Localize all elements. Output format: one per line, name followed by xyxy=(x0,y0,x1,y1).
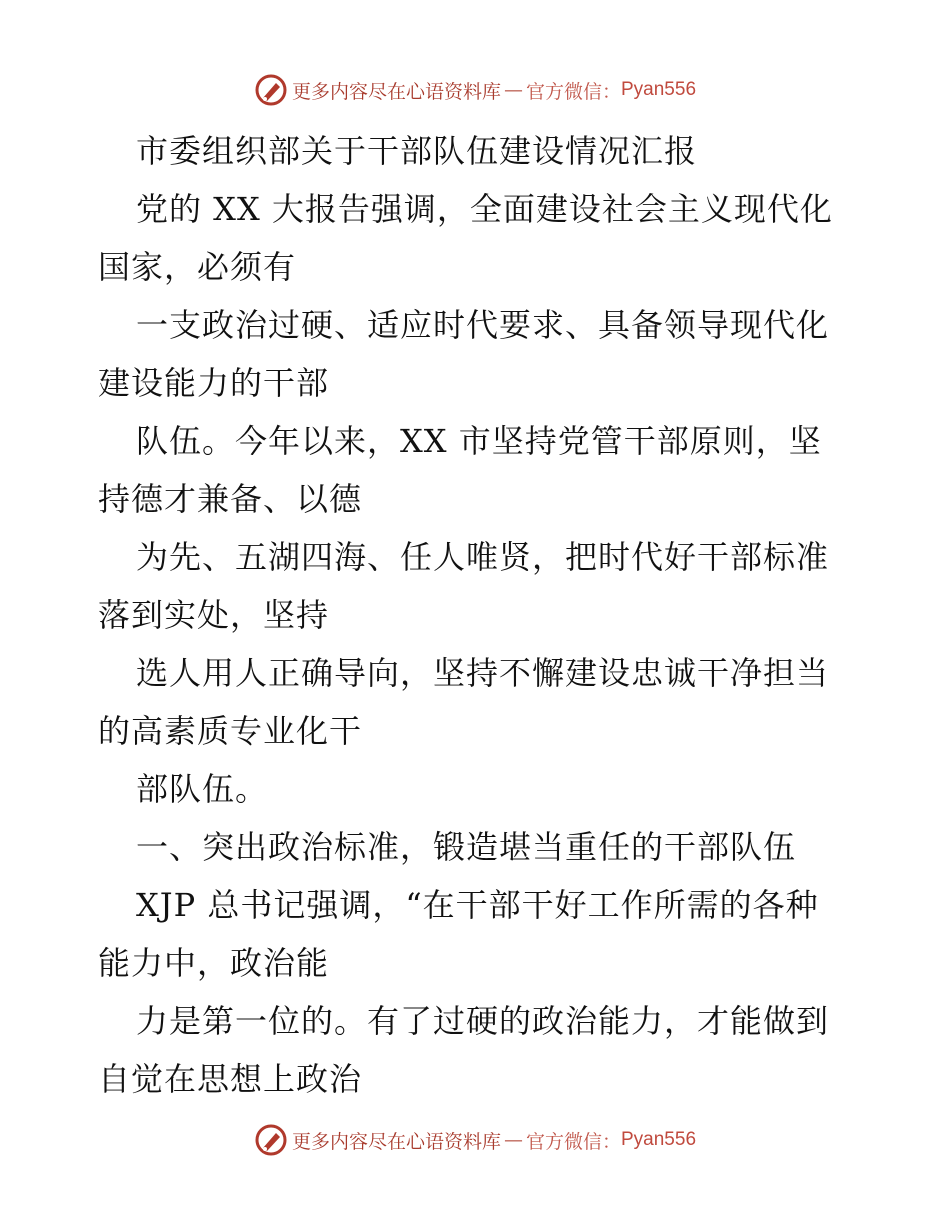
banner-wechat-label: 官方微信： xyxy=(525,1130,621,1153)
document-body xyxy=(98,122,858,1108)
text-line: XJP 总书记强调，“在干部干好工作所需的各种 xyxy=(136,886,819,924)
banner-text: 更多内容尽在心语资料库 xyxy=(291,80,501,103)
document-title: 市委组织部关于干部队伍建设情况汇报 xyxy=(136,132,698,170)
text-line: 一支政治过硬、适应时代要求、具备领导现代化 xyxy=(136,306,830,344)
text-line: 为先、五湖四海、任人唯贤，把时代好干部标准 xyxy=(136,538,830,576)
banner-wechat-id: Pyan556 xyxy=(621,79,697,100)
text-line: 能力中，政治能 xyxy=(98,944,330,982)
banner-separator: — xyxy=(503,1129,523,1151)
text-line: 力是第一位的。有了过硬的政治能力，才能做到 xyxy=(136,1002,830,1040)
banner-separator: — xyxy=(503,79,523,101)
header-banner xyxy=(0,70,950,110)
text-line: 的高素质专业化干 xyxy=(98,712,363,750)
pen-logo-icon xyxy=(254,1123,288,1157)
text-line: 持德才兼备、以德 xyxy=(98,480,363,518)
banner-text: 更多内容尽在心语资料库 xyxy=(291,1130,501,1153)
text-line: 建设能力的干部 xyxy=(98,364,330,402)
text-line: 选人用人正确导向，坚持不懈建设忠诚干净担当 xyxy=(136,654,830,692)
text-line: 国家，必须有 xyxy=(98,248,297,286)
pen-logo-icon xyxy=(254,73,288,107)
banner-wechat-id: Pyan556 xyxy=(621,1129,697,1150)
text-line: 党的 XX 大报告强调，全面建设社会主义现代化 xyxy=(136,190,833,228)
section-heading: 一、突出政治标准，锻造堪当重任的干部队伍 xyxy=(136,828,797,866)
text-line: 部队伍。 xyxy=(136,770,269,808)
text-line: 自觉在思想上政治 xyxy=(98,1060,363,1098)
text-line: 落到实处，坚持 xyxy=(98,596,330,634)
banner-wechat-label: 官方微信： xyxy=(525,80,621,103)
footer-banner xyxy=(0,1120,950,1160)
text-line: 队伍。今年以来，XX 市坚持党管干部原则，坚 xyxy=(136,422,822,460)
